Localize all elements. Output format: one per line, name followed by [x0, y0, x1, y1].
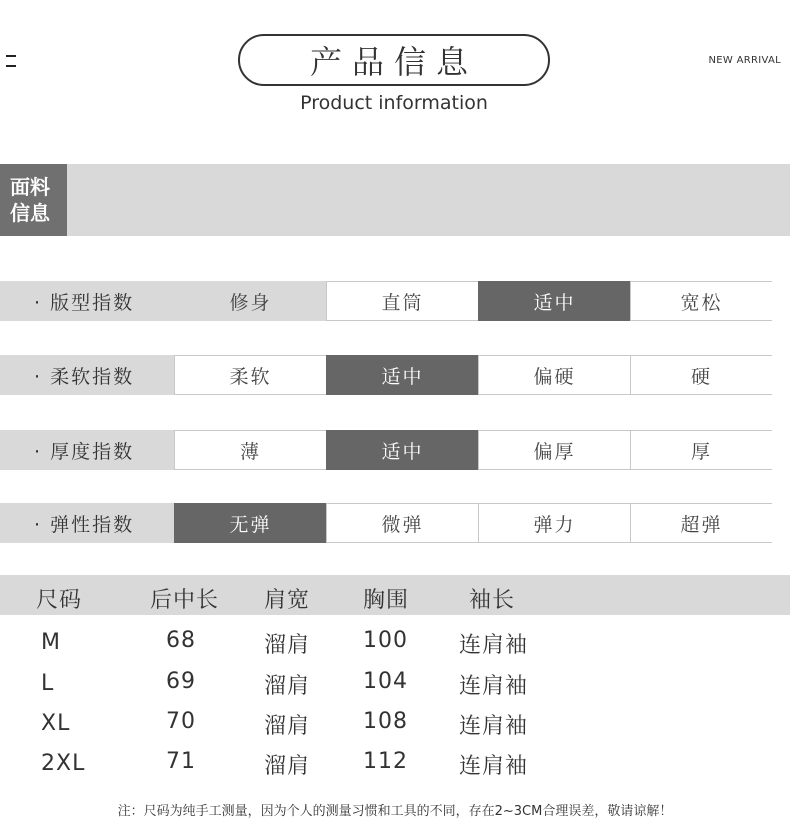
fabric-info-label-line1: 面料 [10, 175, 50, 199]
softness-index-label: · 柔软指数 [0, 355, 174, 395]
size-cell: 108 [363, 709, 408, 734]
size-header-back-length: 后中长 [150, 588, 220, 613]
size-cell: 溜肩 [264, 674, 311, 699]
size-cell: 70 [166, 709, 196, 734]
size-cell: 溜肩 [264, 633, 311, 658]
size-cell: 溜肩 [264, 754, 311, 779]
index-option-selected: 适中 [478, 281, 630, 321]
index-option: 柔软 [174, 355, 326, 395]
size-cell: 连肩袖 [459, 633, 529, 658]
measurement-note: 注：尺码为纯手工测量，因为个人的测量习惯和工具的不同，存在2~3CM合理误差，敬请谅解！ [117, 804, 673, 819]
fit-index-label: · 版型指数 [0, 281, 174, 321]
size-cell: 溜肩 [264, 714, 311, 739]
size-cell: L [41, 671, 55, 696]
index-option-selected: 适中 [326, 430, 478, 470]
index-option: 厚 [630, 430, 772, 470]
index-option: 弹力 [478, 503, 630, 543]
size-cell: XL [41, 711, 71, 736]
size-cell: 112 [363, 749, 408, 774]
fabric-info-label-line2: 信息 [10, 201, 50, 225]
size-cell: 连肩袖 [459, 714, 529, 739]
size-cell: 连肩袖 [459, 754, 529, 779]
thickness-index-row [0, 430, 772, 470]
size-cell: 100 [363, 628, 408, 653]
index-option: 修身 [174, 281, 326, 321]
new-arrival-tag: NEW ARRIVAL [708, 55, 781, 66]
index-option: 硬 [630, 355, 772, 395]
index-option: 微弹 [326, 503, 478, 543]
size-cell: 71 [166, 749, 196, 774]
page-title: 产品信息 [238, 34, 550, 86]
size-header-sleeve: 袖长 [469, 588, 516, 613]
elasticity-index-label: · 弹性指数 [0, 503, 174, 543]
size-cell: 68 [166, 628, 196, 653]
size-cell: 连肩袖 [459, 674, 529, 699]
fit-index-row [0, 281, 772, 321]
fabric-info-band [0, 164, 790, 236]
index-option-selected: 无弹 [174, 503, 326, 543]
index-option: 宽松 [630, 281, 772, 321]
left-edge-mark [6, 53, 18, 69]
size-header-shoulder: 肩宽 [264, 588, 311, 613]
elasticity-index-row [0, 503, 772, 543]
index-option: 直筒 [326, 281, 478, 321]
index-option-selected: 适中 [326, 355, 478, 395]
size-cell: 2XL [41, 751, 86, 776]
index-option: 超弹 [630, 503, 772, 543]
size-header-chest: 胸围 [363, 588, 410, 613]
index-option: 偏硬 [478, 355, 630, 395]
size-cell: 104 [363, 669, 408, 694]
fabric-info-tag [0, 164, 67, 236]
size-header-size: 尺码 [36, 588, 83, 613]
thickness-index-label: · 厚度指数 [0, 430, 174, 470]
size-cell: M [41, 630, 61, 655]
index-option: 薄 [174, 430, 326, 470]
page-subtitle: Product information [300, 92, 488, 114]
index-option: 偏厚 [478, 430, 630, 470]
size-cell: 69 [166, 669, 196, 694]
softness-index-row [0, 355, 772, 395]
